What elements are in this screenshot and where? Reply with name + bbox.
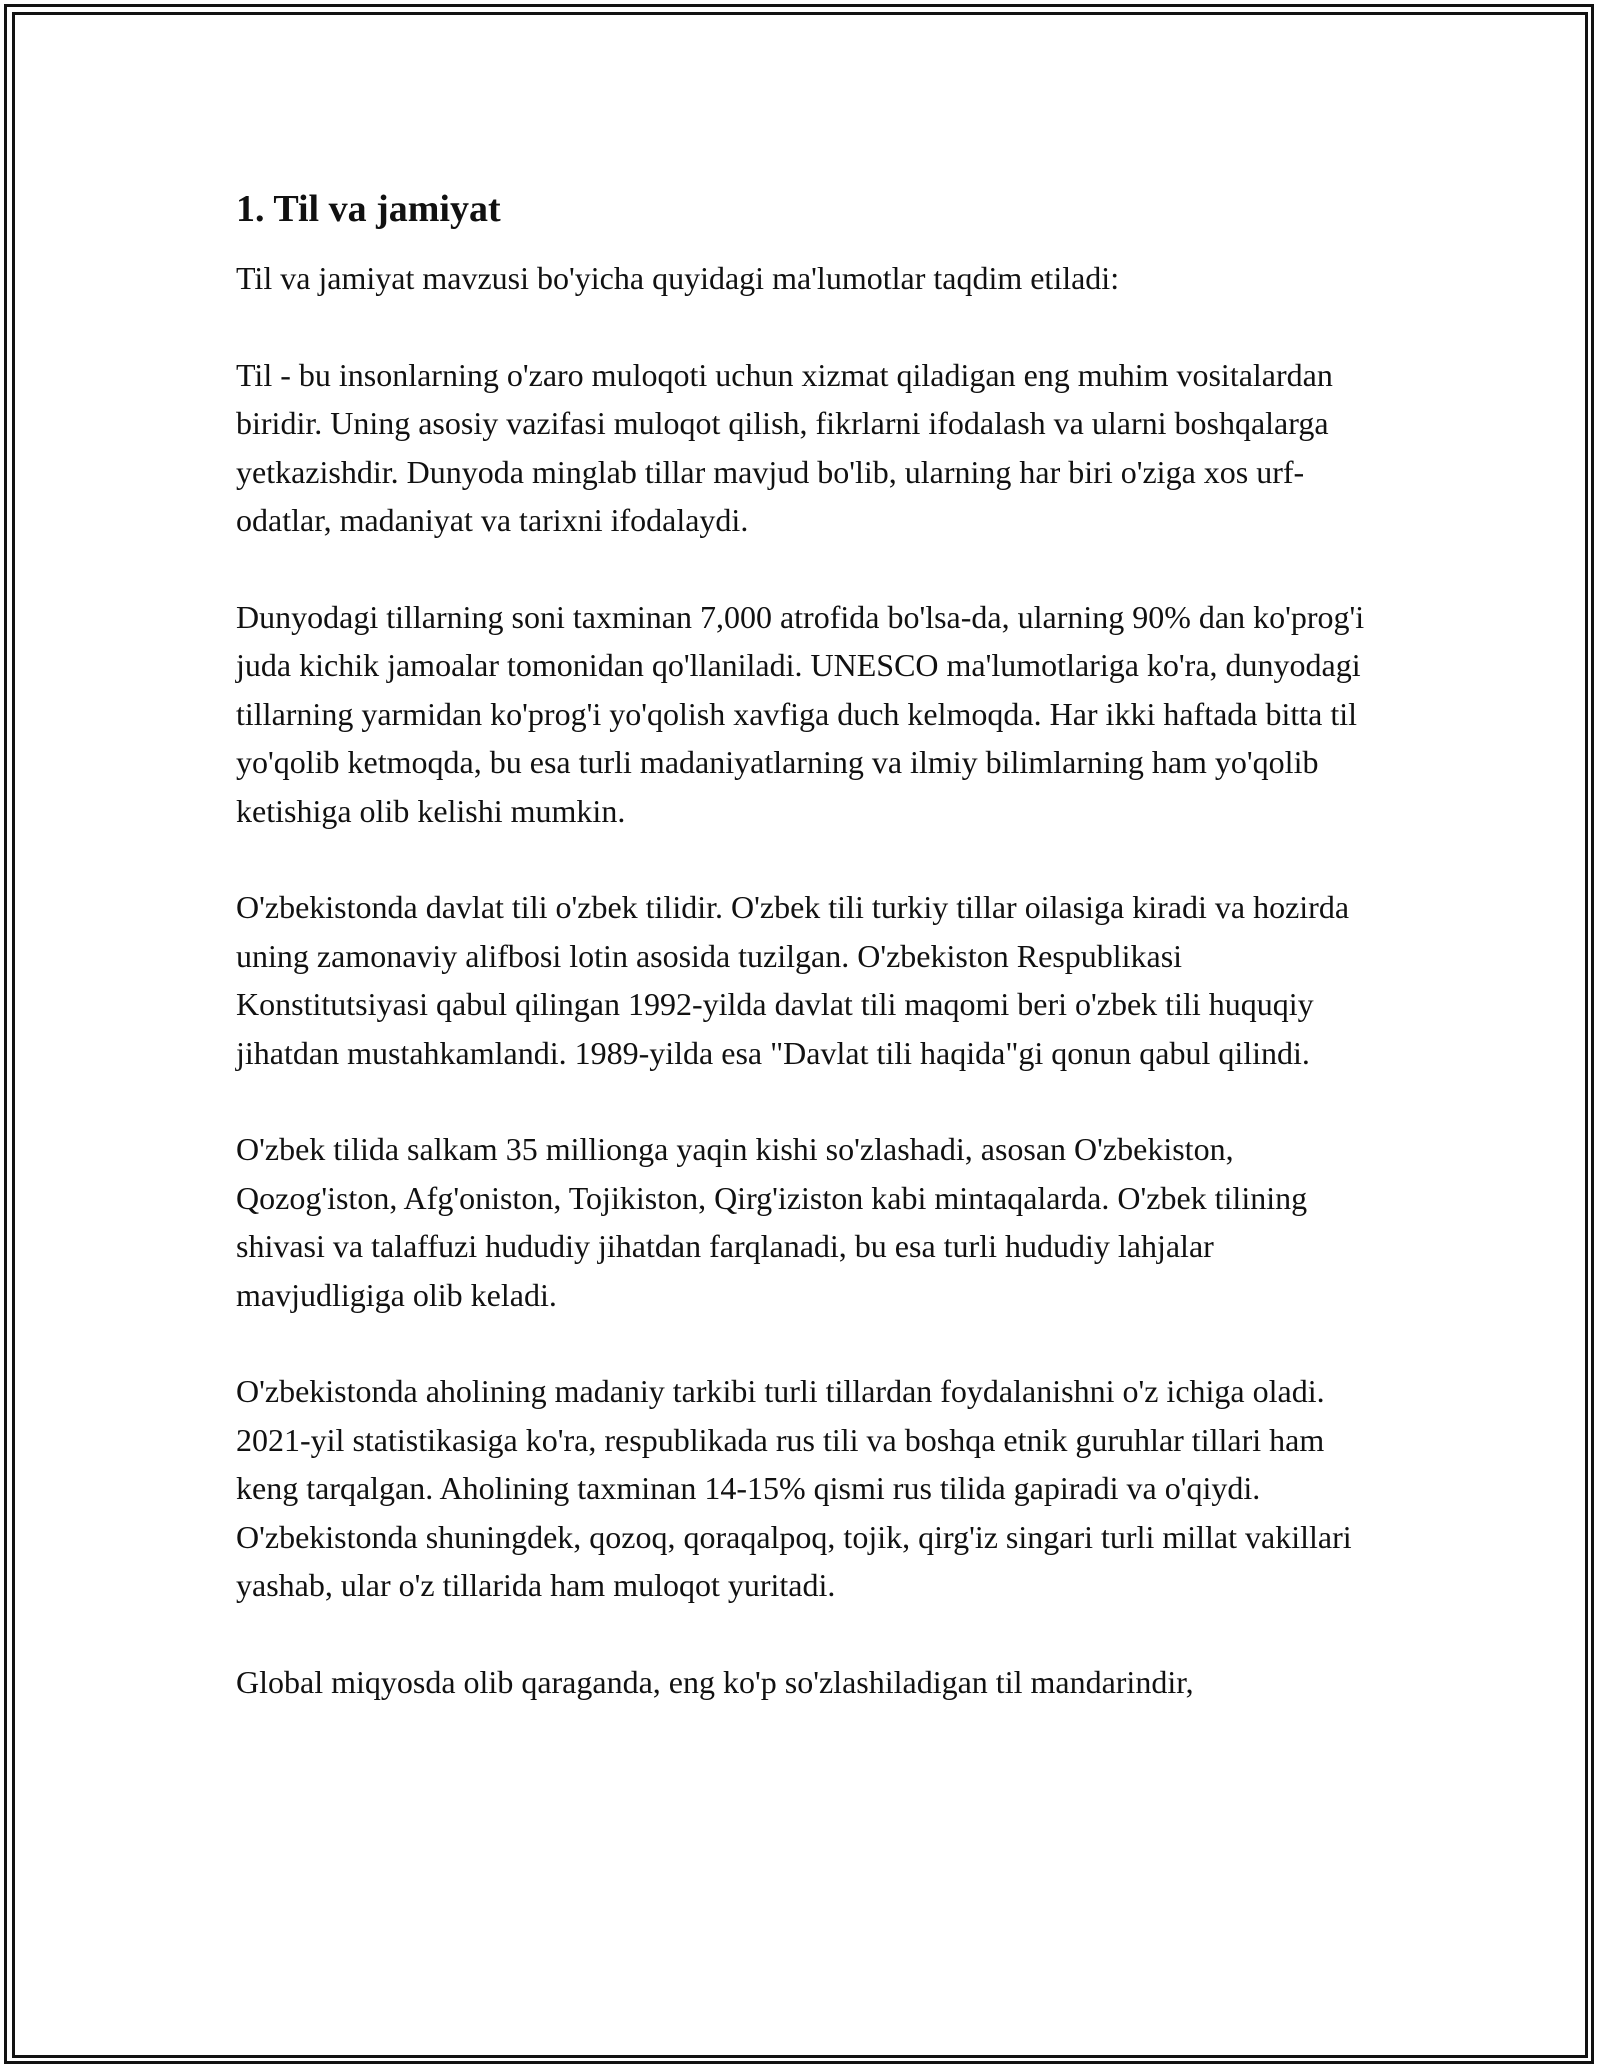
paragraph-uzbek-speakers: O'zbek tilida salkam 35 millionga yaqin kishi so'zlashadi, asosan O'zbekiston, Qozog'iston, Afg'oniston, Tojikiston, Qirg'iziston kabi mintaqalarda. O'zbek tilining shivasi va talaffuzi hududiy jihatdan farqlanadi, bu esa turli hududiy lahjalar mavjudligiga olib keladi. xyxy=(236,1131,1308,1313)
paragraph-state-language: O'zbekistonda davlat tili o'zbek tilidir. O'zbek tili turkiy tillar oilasiga kiradi va hozirda uning zamonaviy alifbosi lotin asosida tuzilgan. O'zbekiston Respublikasi Konstitutsiyasi qabul qilingan 1992-yilda davlat tili maqomi beri o'zbek tili huquqiy jihatdan mustahkamlandi. 1989-yilda esa "Davlat tili haqida"gi qonun qabul qilindi. xyxy=(236,889,1350,1071)
paragraph-world-languages: Dunyodagi tillarning soni taxminan 7,000 atrofida bo'lsa-da, ularning 90% dan ko'prog'i juda kichik jamoalar tomonidan qo'llaniladi. UNESCO ma'lumotlariga ko'ra, dunyodagi tillarning yarmidan ko'prog'i yo'qolish xavfiga duch kelmoqda. Har ikki haftada bitta til yo'qolib ketmoqda, bu esa turli madaniyatlarning va ilmiy bilimlarning ham yo'qolib ketishiga olib kelishi mumkin. xyxy=(236,598,1365,829)
document-body xyxy=(236,186,1366,1754)
intro-paragraph: Til va jamiyat mavzusi bo'yicha quyidagi ma'lumotlar taqdim etiladi: xyxy=(236,260,1120,296)
section-heading: 1. Til va jamiyat xyxy=(236,188,501,230)
paragraph-population-languages: O'zbekistonda aholining madaniy tarkibi turli tillardan foydalanishni o'z ichiga oladi. 2021-yil statistikasiga ko'ra, respublikada rus tili va boshqa etnik guruhlar tillari ham keng tarqalgan. Aholining taxminan 14-15% qismi rus tilida gapiradi va o'qiydi. O'zbekistonda shuningdek, qozoq, qoraqalpoq, tojik, qirg'iz singari turli millat vakillari yashab, ular o'z tillarida ham muloqot yuritadi. xyxy=(236,1373,1352,1603)
paragraph-global-scale: Global miqyosda olib qaraganda, eng ko'p so'zlashiladigan til mandarindir, xyxy=(236,1663,1194,1700)
paragraph-language-definition: Til - bu insonlarning o'zaro muloqoti uchun xizmat qiladigan eng muhim vositalardan biridir. Uning asosiy vazifasi muloqot qilish, fikrlarni ifodalash va ularni boshqalarga yetkazishdir. Dunyoda minglab tillar mavjud bo'lib, ularning har biri o'ziga xos urf-odatlar, madaniyat va tarixni ifodalaydi. xyxy=(236,356,1333,538)
